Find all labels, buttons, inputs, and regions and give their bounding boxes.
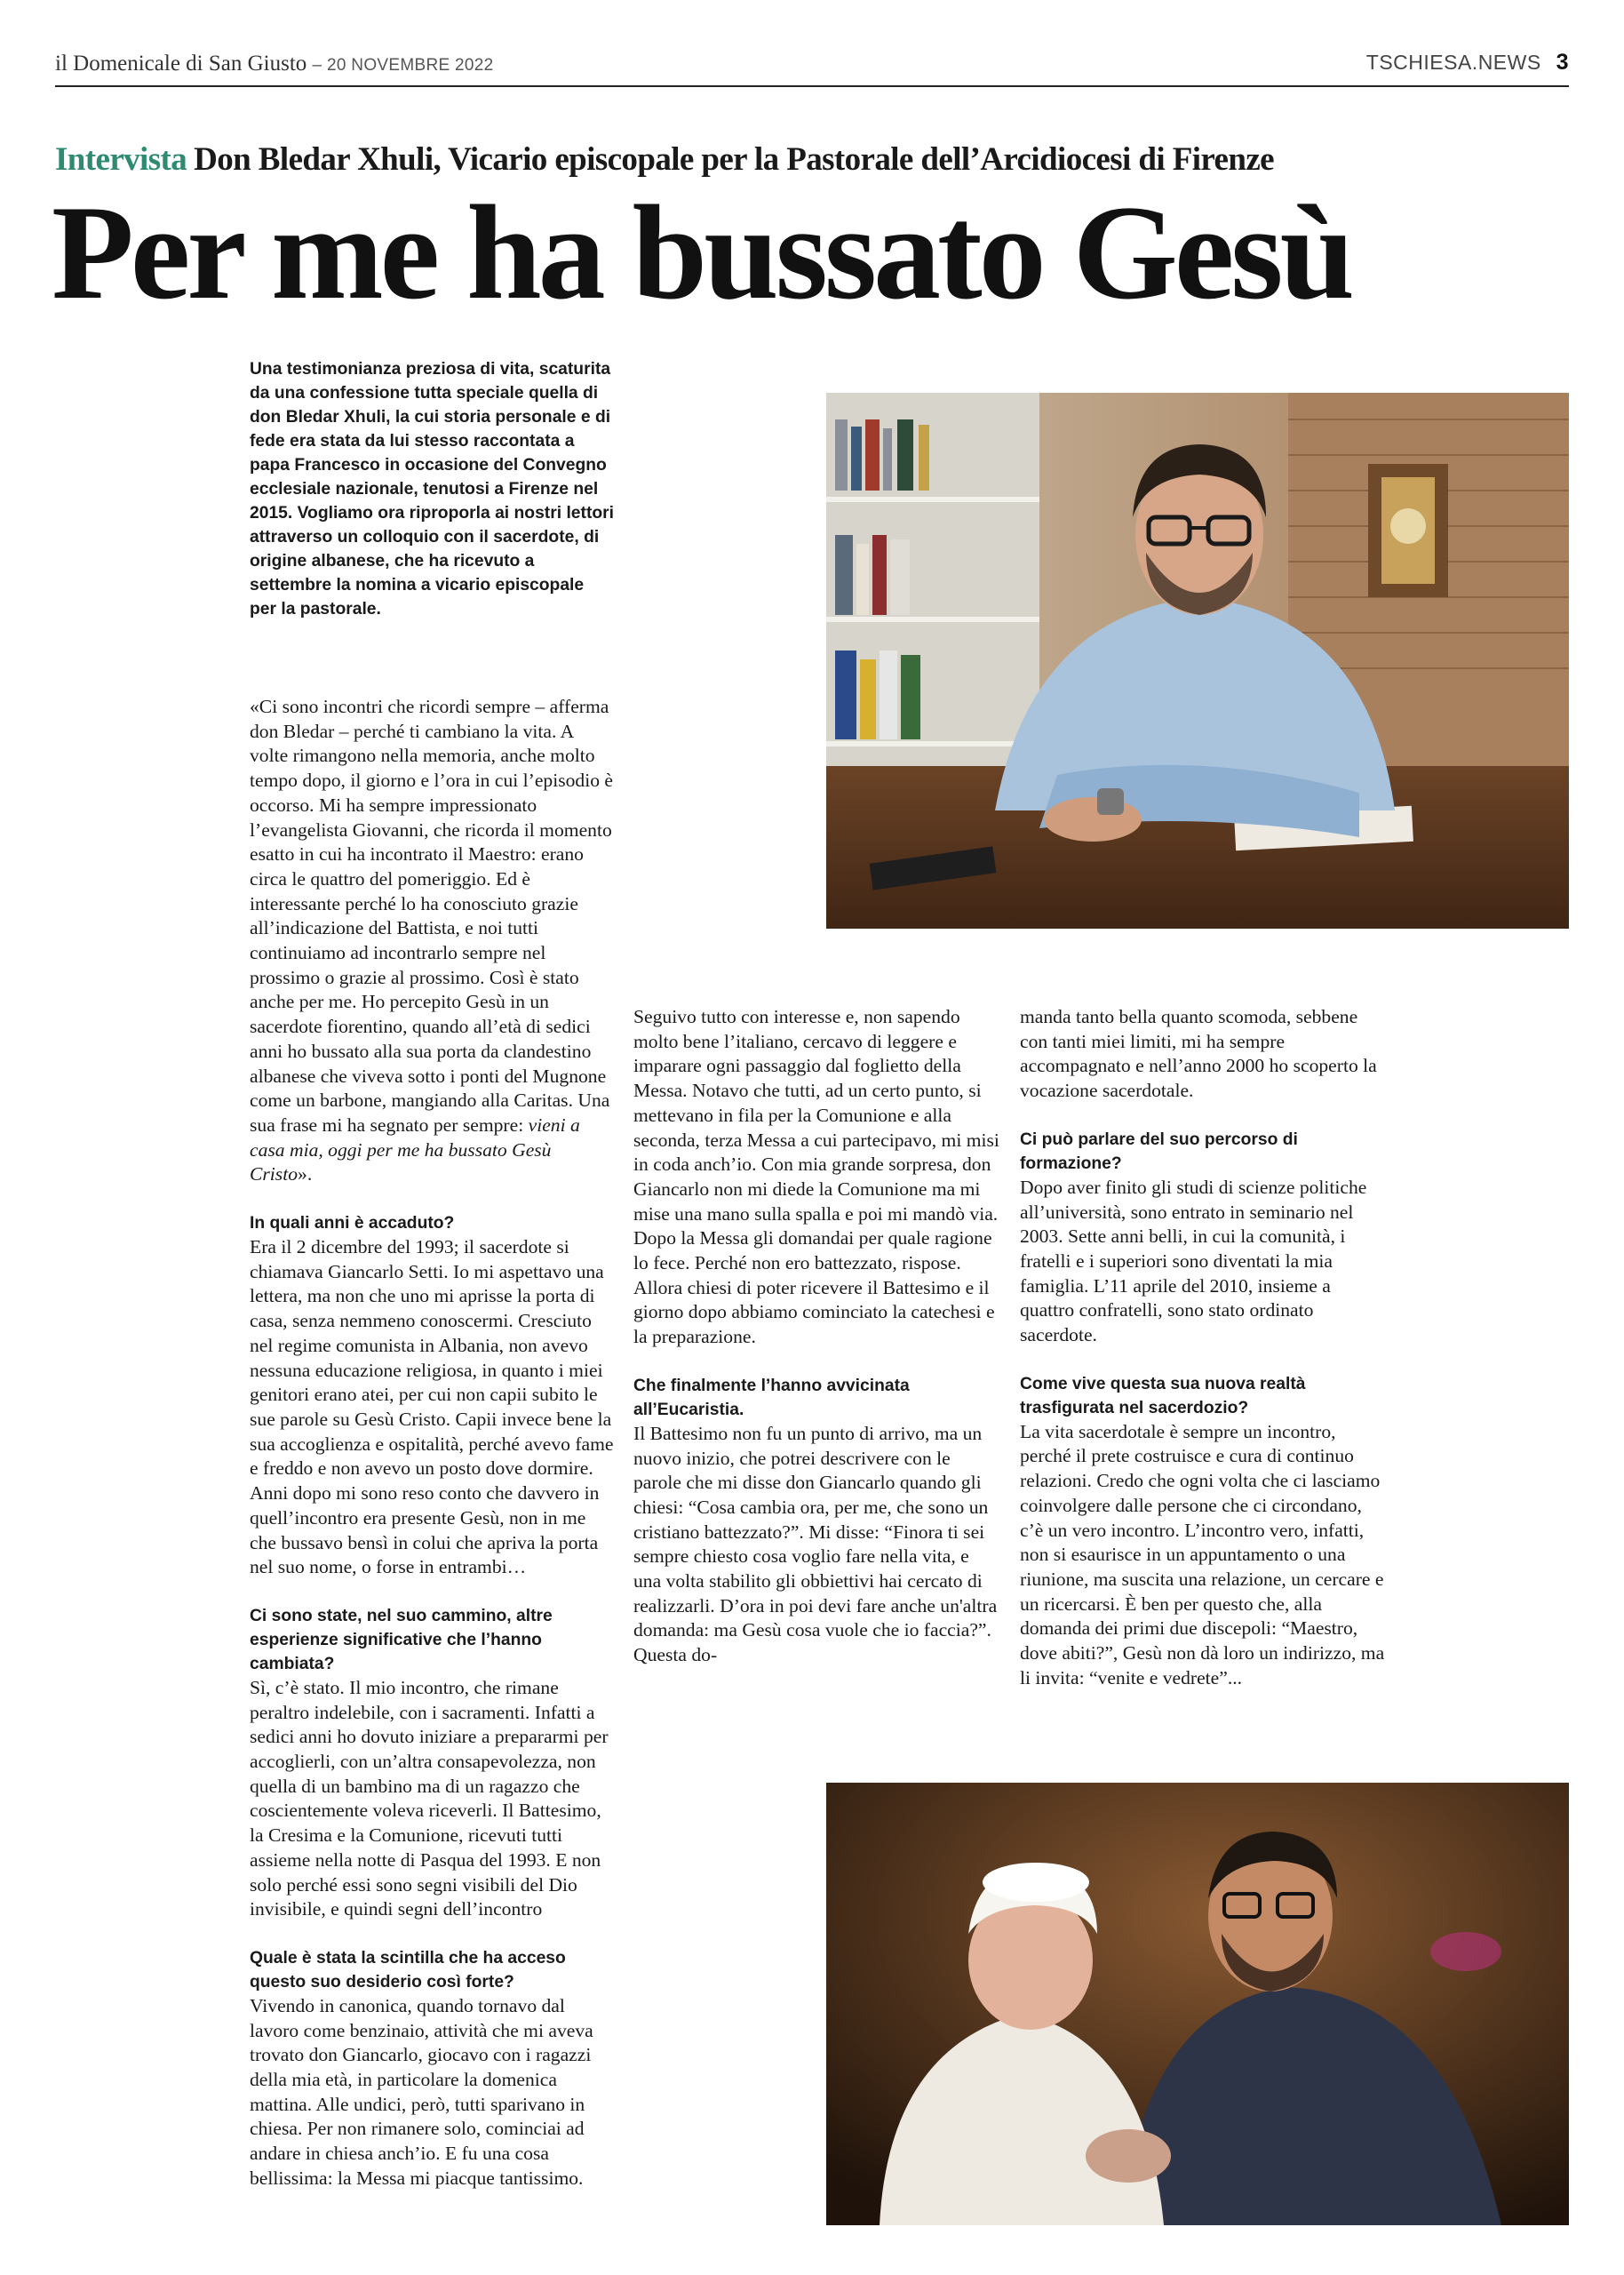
interview-question: Ci può parlare del suo percorso di formazione?	[1020, 1130, 1298, 1173]
kicker-label: Intervista	[55, 141, 187, 178]
italic-quote: vieni a casa mia, oggi per me ha bussato Gesù Cristo	[250, 1114, 580, 1185]
headline: Per me ha bussato Gesù	[52, 178, 1352, 327]
interview-question: Quale è stata la scintilla che ha acceso questo suo desiderio così forte?	[250, 1948, 566, 1992]
interview-question: In quali anni è accaduto?	[250, 1214, 455, 1233]
photo-pope-illustration	[826, 1783, 1569, 2225]
kicker-text: Don Bledar Xhuli, Vicario episcopale per la Pastorale dell’Arcidiocesi di Firenze	[194, 141, 1274, 178]
publication-name: il Domenicale di San Giusto	[55, 52, 307, 76]
interview-question: Come vive questa sua nuova realtà trasfigurata nel sacerdozio?	[1020, 1374, 1306, 1417]
article-column-1	[250, 695, 616, 2191]
photo-priest-illustration	[826, 393, 1569, 929]
interview-answer: Vivendo in canonica, quando tornavo dal lavoro come benzinaio, attività che mi aveva trovato don Giancarlo, giocavo con i ragazzi della mia età, in particolare la domenica mattina. Alle undici, però, tutti sparivano in chiesa. Per non rimanere solo, cominciai ad andare in chiesa anch’io. E fu una cosa bellissima: la Messa mi piacque tantissimo.	[250, 1994, 593, 2189]
running-head	[55, 46, 1569, 82]
running-head-left	[55, 52, 494, 76]
interview-answer: Il Battesimo non fu un punto di arrivo, ma un nuovo inizio, che potrei descrivere con le parole che mi disse don Giancarlo quando gli chiesi: “Cosa cambia ora, per me, che sono un cristiano battezzato?”. Mi disse: “Finora ti sei sempre chiesto cosa voglio fare nella vita, e una volta stabilito gli obbiettivi hai cercato di realizzarli. D’ora in poi devi fare anche un'altra domanda: ma Gesù cosa vuole che io faccia?”. Questa do-	[633, 1422, 998, 1666]
interview-answer: Dopo aver finito gli studi di scienze politiche all’università, sono entrato in seminario nel 2003. Sette anni belli, in cui la comunità, i fratelli e i superiori sono diventati la mia famiglia. L’11 aprile del 2010, insieme a quattro confratelli, sono stato ordinato sacerdote.	[1020, 1176, 1367, 1346]
running-head-right	[1366, 50, 1569, 76]
article-column-2	[633, 1005, 999, 1668]
site-name: TSCHIESA.NEWS	[1365, 51, 1541, 74]
interview-question: Che finalmente l’hanno avvicinata all’Eucaristia.	[633, 1376, 910, 1419]
header-rule	[55, 85, 1569, 87]
issue-date: – 20 NOVEMBRE 2022	[312, 56, 494, 75]
body-paragraph: Seguivo tutto con interesse e, non sapendo molto bene l’italiano, cercavo di leggere e imparare ogni passaggio dal foglietto della Messa. Notavo che tutti, ad un certo punto, si mettevano in fila per la Comunione e alla seconda, terza Messa a cui partecipavo, mi misi in coda anch’io. Con mia grande sorpresa, don Giancarlo non mi diede la Comunione ma mi mise una mano sulla spalla e poi mi mandò via. Dopo la Messa gli domandai per quale ragione lo fece. Perché non ero battezzato, rispose. Allora chiesi di poter ricevere il Battesimo e il giorno dopo abbiamo cominciato la catechesi e la preparazione.	[633, 1006, 999, 1348]
body-text: «Ci sono incontri che ricordi sempre – afferma don Bledar – perché ti cambiano la vita. A volte rimangono nella memoria, anche molto tempo dopo, il giorno e l’ora in cui l’episodio è occorso. Mi ha sempre impressionato l’evangelista Giovanni, che ricorda il momento esatto in cui ha incontrato il Maestro: erano circa le quattro del pomeriggio. Ed è interessante perché lo ha conosciuto grazie all’indicazione del Battista, e noi tutti continuiamo ad incontrarlo sempre nel prossimo o grazie al prossimo. Così è stato anche per me. Ho percepito Gesù in un sacerdote fiorentino, quando all’età di sedici anni ho bussato alla sua porta da clandestino albanese che viveva sotto i ponti del Mugnone come un barbone, mangiando alla Caritas. Una sua frase mi ha segnato per sempre:	[250, 696, 613, 1136]
lead-paragraph: Una testimonianza preziosa di vita, scaturita da una confessione tutta speciale quella di don Bledar Xhuli, la cui storia personale e di fede era stata da lui stesso raccontata a papa Francesco in occasione del Convegno ecclesiale nazionale, tenutosi a Firenze nel 2015. Vogliamo ora riproporla ai nostri lettori attraverso un colloquio con il sacerdote, di origine albanese, che ha ricevuto a settembre la nomina a vicario episcopale per la pastorale.	[250, 360, 614, 619]
photo-priest-at-desk	[826, 393, 1569, 929]
interview-answer: Sì, c’è stato. Il mio incontro, che rimane peraltro indelebile, con i sacramenti. Infatti a sedici anni ho dovuto iniziare a prepararmi per accoglierli, con un’altra consapevolezza, non quella di un bambino ma di un ragazzo che coscientemente voleva riceverli. Il Battesimo, la Cresima e la Comunione, ricevuti tutti assieme nella notte di Pasqua del 1993. E non solo perché essi sono segni visibili del Dio invisibile, e quindi segni dell’incontro	[250, 1676, 609, 1920]
photo-embrace-with-pope	[826, 1783, 1569, 2225]
body-text: ».	[298, 1163, 313, 1185]
interview-answer: La vita sacerdotale è sempre un incontro, perché il prete costruisce e cura di continuo relazioni. Credo che ogni volta che ci lasciamo coinvolgere dalle persone che ci circondano, c’è un vero incontro. L’incontro vero, infatti, non si esaurisce in un appuntamento o una riunione, ma suscita una relazione, un cercare e un ricercarsi. È ben per questo che, alla domanda dei primi due discepoli: “Maestro, dove abiti?”, Gesù non dà loro un indirizzo, ma li invita: “venite e vedrete”...	[1020, 1420, 1385, 1688]
kicker	[55, 140, 1583, 179]
article-column-3	[1020, 1005, 1386, 1690]
page-number: 3	[1556, 50, 1569, 75]
interview-answer: Era il 2 dicembre del 1993; il sacerdote si chiamava Giancarlo Setti. Io mi aspettavo una lettera, ma non che uno mi aprisse la porta di casa, senza nemmeno conoscermi. Cresciuto nel regime comunista in Albania, non avevo nessuna educazione religiosa, in quanto i miei genitori erano atei, per cui non capii subito le sue parole su Gesù Cristo. Capii invece bene la sua accoglienza e ospitalità, perché avevo fame e freddo e non avevo un posto dove dormire. Anni dopo mi sono reso conto che davvero in quell’incontro era presente Gesù, non in me che bussavo bensì in colui che apriva la porta nel suo nome, o forse in entrambi…	[250, 1236, 614, 1578]
body-paragraph: manda tanto bella quanto scomoda, sebbene con tanti miei limiti, mi ha sempre accompagnato e nell’anno 2000 ho scoperto la vocazione sacerdotale.	[1020, 1006, 1377, 1102]
interview-question: Ci sono state, nel suo cammino, altre esperienze significative che l’hanno cambiata?	[250, 1606, 553, 1673]
body-paragraph	[250, 695, 616, 1187]
